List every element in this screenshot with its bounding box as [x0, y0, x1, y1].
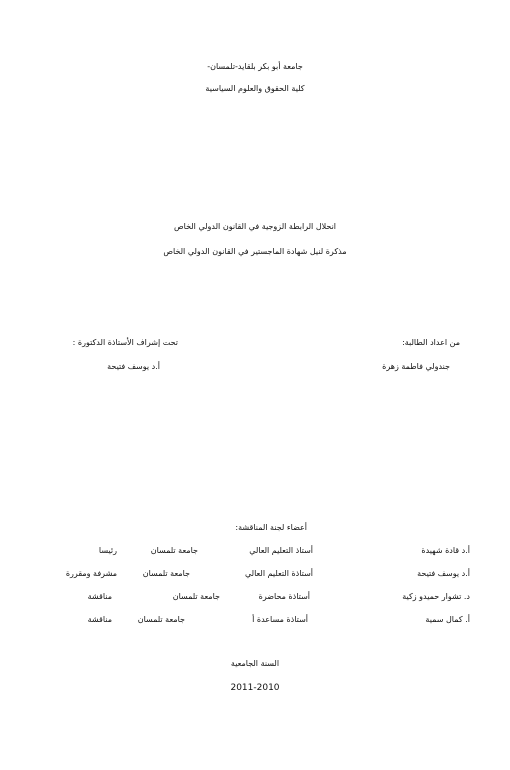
degree-statement: مذكرة لنيل شهادة الماجستير في القانون الدولي الخاص [163, 247, 347, 256]
academic-year: 2011-2010 [230, 683, 280, 693]
member-role: مشرفة ومقررة [65, 569, 117, 578]
member-role: مناقشة [87, 592, 112, 601]
member-rank: أستاذة التعليم العالي [245, 569, 313, 578]
member-institution: جامعة تلمسان [142, 569, 190, 578]
thesis-title: انحلال الرابطة الزوجية في القانون الدولي الخاص [173, 222, 337, 231]
academic-year-label: السنة الجامعية [230, 659, 280, 668]
university-name: جامعة أبو بكر بلقايد-تلمسان- [207, 62, 303, 71]
member-name: أ.د يوسف فتيحة [417, 569, 470, 578]
member-rank: أستاذ التعليم العالي [249, 546, 313, 555]
member-rank: أستاذة محاضرة [258, 592, 310, 601]
member-name: أ.د قادة شهيدة [421, 546, 470, 555]
member-institution: جامعة تلمسان [172, 592, 220, 601]
member-institution: جامعة تلمسان [137, 615, 185, 624]
member-institution: جامعة تلمسان [150, 546, 198, 555]
faculty-name: كلية الحقوق والعلوم السياسية [205, 84, 305, 93]
student-name: جندولي فاطمة زهرة [382, 362, 450, 371]
member-role: مناقشة [87, 615, 112, 624]
member-role: رئيسا [98, 546, 117, 555]
member-rank: أستاذة مساعدة أ [252, 615, 308, 624]
member-name: د. تشوار حميدو زكية [402, 592, 470, 601]
member-name: أ. كمال سمية [425, 615, 470, 624]
supervisor-name: أ.د يوسف فتيحة [107, 362, 160, 371]
student-label: من اعداد الطالبة: [402, 338, 460, 347]
committee-heading: أعضاء لجنة المناقشة: [235, 523, 307, 532]
supervisor-label: تحت إشراف الأستاذة الدكتورة : [72, 338, 178, 347]
